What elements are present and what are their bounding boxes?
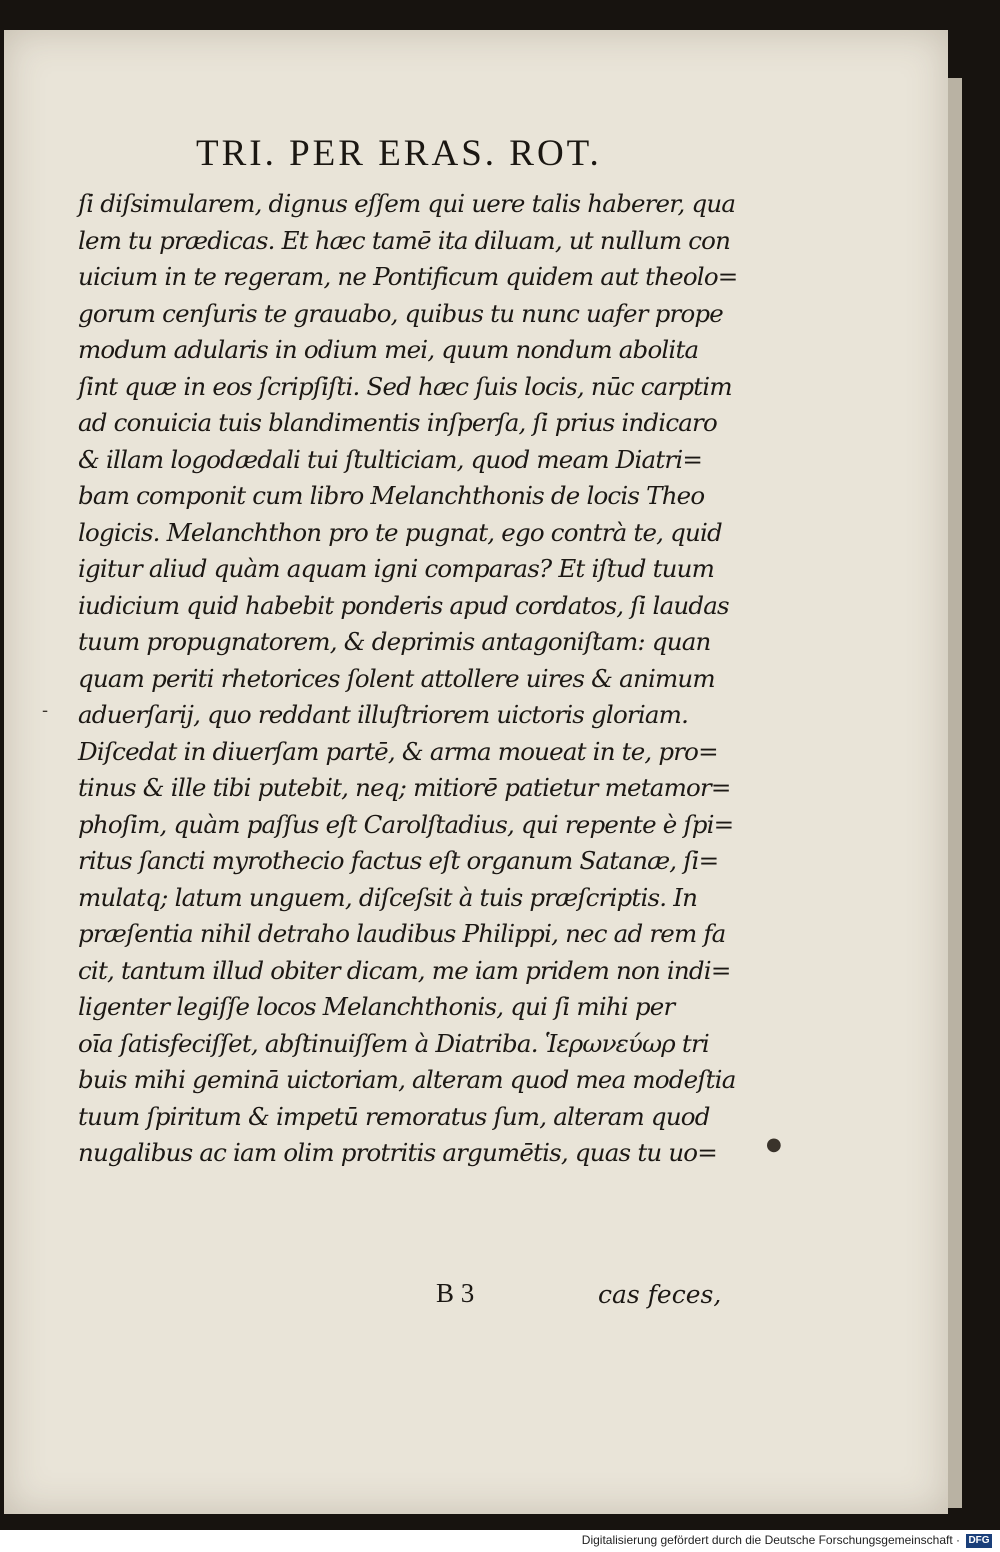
text-line: ligenter legiſſe locos Melanchthonis, qui ſi mihi per [78, 992, 675, 1021]
text-line: & illam logodædali tui ſtulticiam, quod meam Diatri= [78, 444, 703, 474]
text-line: ſint quæ in eos ſcripſiſti. Sed hæc ſuis locis, nūc carptim [78, 371, 732, 401]
text-line: Diſcedat in diuerſam partē, & arma moueat in te, pro= [78, 736, 718, 766]
text-line: uicium in te regeram, ne Pontificum quidem aut theolo= [78, 262, 738, 291]
text-line: buis mihi geminā uictoriam, alteram quod mea modeſtia [78, 1065, 736, 1094]
text-line: tinus & ille tibi putebit, neq; mitiorē patietur metamor= [78, 773, 731, 802]
margin-dash-mark: - [42, 700, 49, 721]
dfg-logo-icon: DFG [966, 1534, 992, 1548]
text-line: ad conuicia tuis blandimentis inſperſa, ſi prius indicaro [78, 408, 717, 437]
page-edge [948, 78, 962, 1508]
text-line: præſentia nihil detraho laudibus Philippi, nec ad rem fa [78, 919, 726, 948]
text-line: lem tu prædicas. Et hæc tamē ita diluam, ut nullum con [78, 225, 731, 255]
text-line: phoſim, quàm paſſus eſt Carolſtadius, qui repente è ſpi= [78, 809, 734, 839]
text-line: igitur aliud quàm aquam igni comparas? Et iſtud tuum [78, 554, 715, 583]
catchword: cas feces, [598, 1280, 722, 1309]
footer-bar [0, 1530, 1000, 1552]
text-line: quam periti rhetorices ſolent attollere uires & animum [78, 663, 715, 693]
text-line: aduerſarij, quo reddant illuſtriorem uictoris gloriam. [78, 700, 689, 729]
text-line: cit, tantum illud obiter dicam, me iam pridem non indi= [78, 955, 731, 985]
margin-dot-mark: ● [766, 1134, 782, 1155]
text-line: tuum propugnatorem, & deprimis antagoniſtam: quan [78, 627, 711, 656]
text-line: ſi diſsimularem, dignus eſſem qui uere talis haberer, qua [78, 189, 736, 218]
signature-mark: B 3 [436, 1278, 475, 1308]
text-line: nugalibus ac iam olim protritis argumētis, quas tu uo= [78, 1138, 717, 1167]
text-line: bam componit cum libro Melanchthonis de locis Theo [78, 481, 705, 510]
text-line: logicis. Melanchthon pro te pugnat, ego contrà te, quid [78, 517, 722, 547]
text-line: ritus ſancti myrothecio factus eſt organum Satanæ, ſi= [78, 846, 719, 875]
body-text [78, 186, 738, 1172]
text-line: oīa ſatisfeciſſet, abſtinuiſſem à Diatriba. Ἱερωνεύωρ tri [78, 1028, 709, 1058]
text-line: tuum ſpiritum & impetū remoratus ſum, alteram quod [78, 1101, 710, 1131]
text-line: modum adularis in odium mei, quum nondum abolita [78, 335, 699, 364]
text-line: mulatq; latum unguem, diſceſsit à tuis præſcriptis. In [78, 882, 698, 912]
text-line: gorum cenſuris te grauabo, quibus tu nunc uafer prope [78, 298, 723, 328]
footer-credit: Digitalisierung gefördert durch die Deutsche Forschungsgemeinschaft · [581, 1533, 960, 1547]
text-line: iudicium quid habebit ponderis apud cordatos, ſi laudas [78, 590, 729, 620]
running-header: TRI. PER ERAS. ROT. [196, 133, 602, 174]
